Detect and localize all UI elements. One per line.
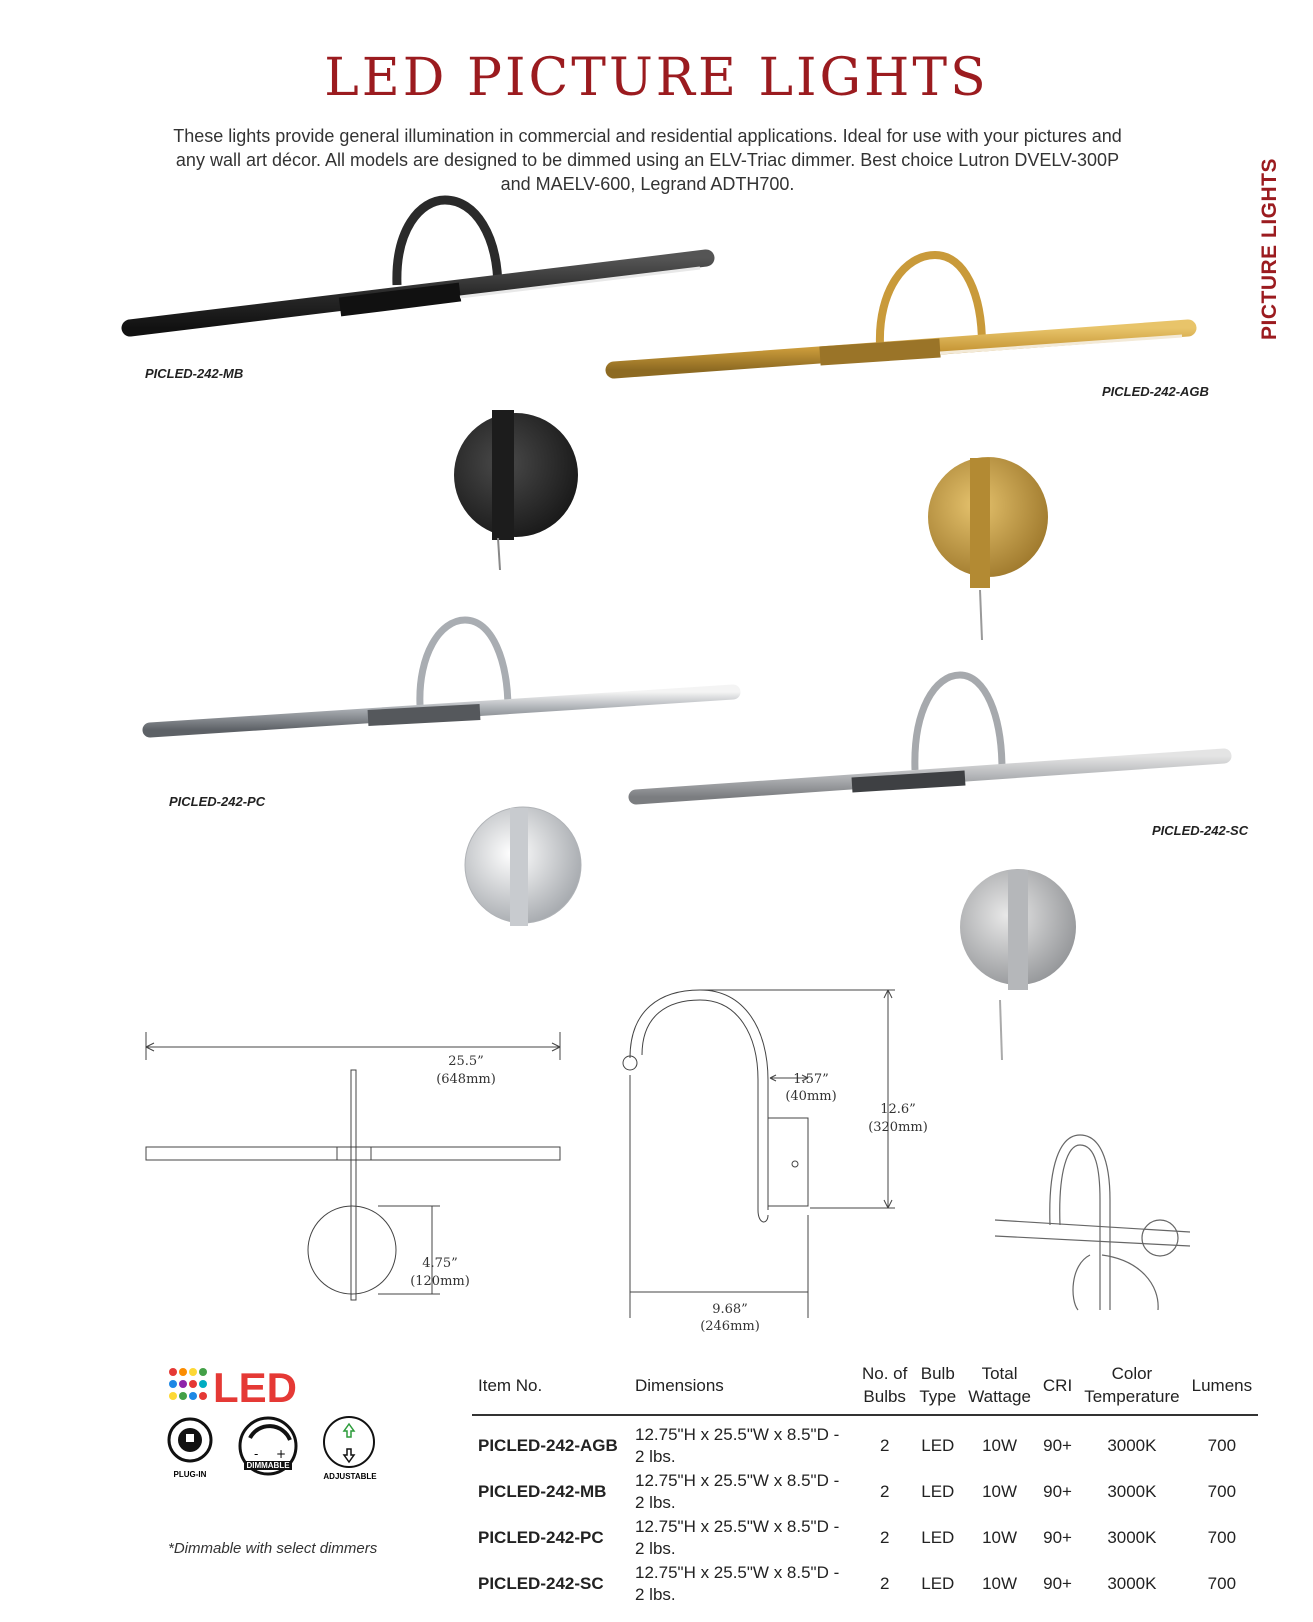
col-type: [913, 1360, 962, 1415]
cell-cri: 90+: [1043, 1482, 1072, 1501]
col-type-line1: Bulb: [920, 1364, 955, 1383]
svg-text:-: -: [254, 1447, 259, 1461]
dim-arm-mm: (40mm): [785, 1089, 837, 1104]
product-image-pc: [150, 620, 733, 950]
col-lumens: Lumens: [1186, 1360, 1258, 1415]
col-watt-line2: Wattage: [968, 1387, 1031, 1406]
cell-cri: 90+: [1043, 1436, 1072, 1455]
dim-height-in: 12.6”: [880, 1102, 916, 1117]
dimmable-badge: [240, 1418, 296, 1474]
cell-type: LED: [921, 1528, 955, 1547]
page-title: LED PICTURE LIGHTS: [324, 48, 989, 108]
cell-dims: 12.75"H x 25.5"W x 8.5"D - 2 lbs.: [635, 1471, 840, 1512]
cell-item: PICLED-242-AGB: [478, 1436, 618, 1455]
model-label-sc: PICLED-242-SC: [1152, 823, 1249, 838]
dim-width-in: 25.5”: [448, 1054, 484, 1069]
dim-arm-in: 1.57”: [793, 1072, 829, 1087]
table-header-row: [472, 1360, 1258, 1415]
table-row: [472, 1561, 1258, 1607]
cell-watt: 10W: [982, 1482, 1018, 1501]
cell-bulbs: 2: [879, 1528, 890, 1547]
col-item: Item No.: [472, 1360, 629, 1415]
cell-bulbs: 2: [879, 1436, 890, 1455]
side-view-drawing: [623, 990, 895, 1318]
led-logo: [168, 1364, 318, 1413]
table-row: [472, 1515, 1258, 1561]
adjustable-badge: [323, 1417, 377, 1481]
cell-watt: 10W: [982, 1574, 1018, 1593]
spec-table: [472, 1360, 1258, 1607]
model-label-pc: PICLED-242-PC: [169, 794, 266, 809]
cell-cct: 3000K: [1107, 1528, 1157, 1547]
col-cri: CRI: [1037, 1360, 1078, 1415]
cell-item: PICLED-242-PC: [478, 1528, 604, 1547]
col-wattage: [962, 1360, 1037, 1415]
col-dimensions: Dimensions: [629, 1360, 856, 1415]
svg-text:+: +: [276, 1447, 287, 1461]
cell-type: LED: [921, 1482, 955, 1501]
cell-type: LED: [921, 1436, 955, 1455]
cell-watt: 10W: [982, 1528, 1018, 1547]
product-image-agb: [614, 255, 1188, 640]
intro-line: and MAELV-600, Legrand ADTH700.: [500, 174, 795, 194]
footnote: *Dimmable with select dimmers: [168, 1540, 378, 1557]
side-section-label: PICTURE LIGHTS: [1258, 157, 1281, 340]
cell-dims: 12.75"H x 25.5"W x 8.5"D - 2 lbs.: [635, 1425, 840, 1466]
dim-depth-in: 9.68”: [712, 1302, 748, 1317]
col-watt-line1: Total: [981, 1364, 1018, 1383]
table-row: [472, 1415, 1258, 1469]
dim-depth-mm: (246mm): [700, 1319, 760, 1334]
led-logo-text: LED: [213, 1364, 297, 1408]
dim-plate-in: 4.75”: [422, 1256, 458, 1271]
plug-in-label: PLUG-IN: [173, 1470, 207, 1479]
model-label-mb: PICLED-242-MB: [145, 366, 244, 381]
cell-item: PICLED-242-MB: [478, 1482, 607, 1501]
cell-dims: 12.75"H x 25.5"W x 8.5"D - 2 lbs.: [635, 1517, 840, 1558]
col-bulbs-line1: No. of: [862, 1364, 908, 1383]
adjustable-label: ADJUSTABLE: [323, 1472, 377, 1481]
dim-height-mm: (320mm): [868, 1120, 928, 1135]
table-row: [472, 1469, 1258, 1515]
col-bulbs: [856, 1360, 913, 1415]
cell-watt: 10W: [982, 1436, 1018, 1455]
front-view-drawing: [146, 1032, 560, 1300]
cell-bulbs: 2: [879, 1574, 890, 1593]
col-bulbs-line2: Bulbs: [863, 1387, 906, 1406]
dim-width-mm: (648mm): [436, 1072, 496, 1087]
plug-in-badge: [169, 1419, 211, 1479]
cell-lumens: 700: [1207, 1436, 1237, 1455]
cell-lumens: 700: [1207, 1528, 1237, 1547]
cell-item: PICLED-242-SC: [478, 1574, 604, 1593]
cell-bulbs: 2: [879, 1482, 890, 1501]
product-image-sc: [636, 675, 1224, 1060]
cell-lumens: 700: [1207, 1574, 1237, 1593]
intro-line: any wall art décor. All models are designed to be dimmed using an ELV-Triac dimmer. Best choice Lutron DVELV-300P: [175, 150, 1120, 170]
col-color-line1: Color: [1111, 1364, 1153, 1383]
cell-lumens: 700: [1207, 1482, 1237, 1501]
col-type-line2: Type: [919, 1387, 957, 1406]
cell-cri: 90+: [1043, 1528, 1072, 1547]
dimmable-label: DIMMABLE: [246, 1461, 290, 1470]
adjustment-sketch: [995, 1135, 1190, 1310]
cell-cct: 3000K: [1107, 1574, 1157, 1593]
cell-dims: 12.75"H x 25.5"W x 8.5"D - 2 lbs.: [635, 1563, 840, 1604]
col-color-line2: Temperature: [1084, 1387, 1180, 1406]
cell-cct: 3000K: [1107, 1482, 1157, 1501]
dim-plate-mm: (120mm): [410, 1274, 470, 1289]
cell-cri: 90+: [1043, 1574, 1072, 1593]
intro-line: These lights provide general illumination in commercial and residential applications. Ideal for use with your pictures and: [173, 126, 1122, 146]
cell-cct: 3000K: [1107, 1436, 1157, 1455]
model-label-agb: PICLED-242-AGB: [1102, 384, 1209, 399]
col-color-temp: [1078, 1360, 1185, 1415]
cell-type: LED: [921, 1574, 955, 1593]
led-dots-icon: [168, 1364, 318, 1408]
product-image-mb: [130, 200, 706, 570]
